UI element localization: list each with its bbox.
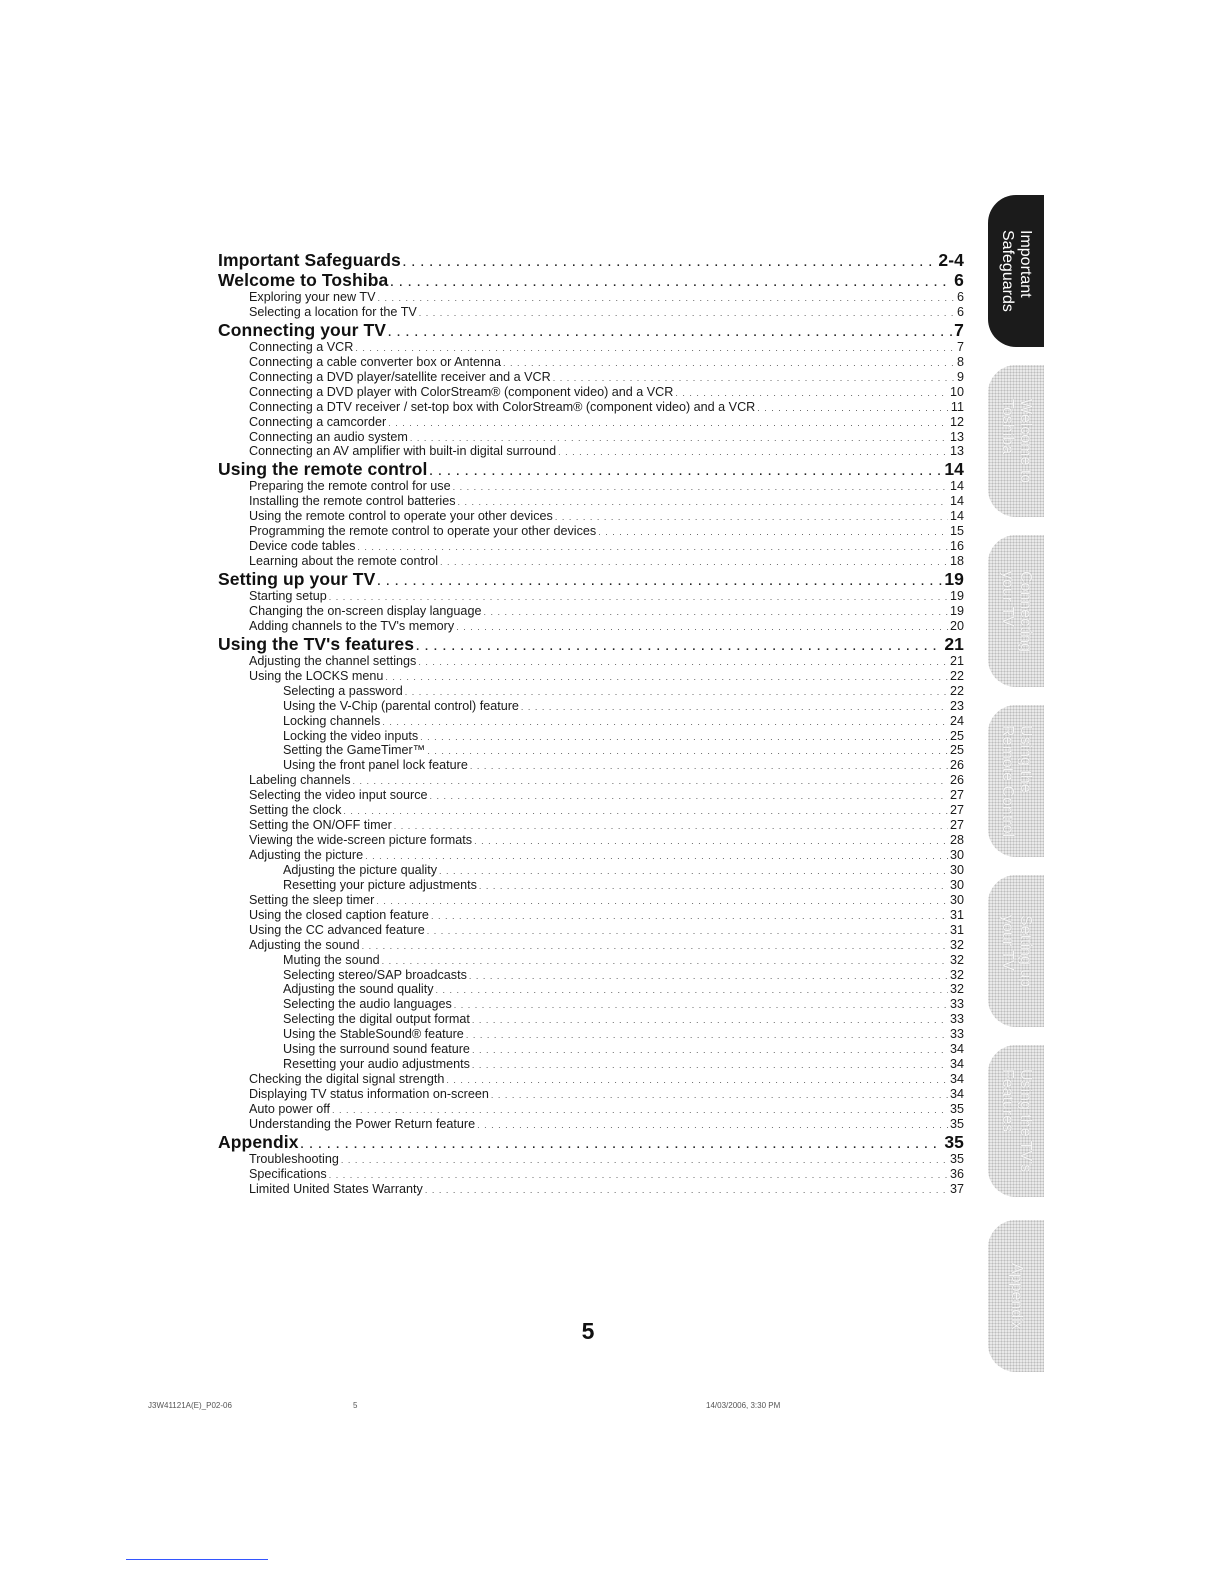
dot-leader — [355, 341, 955, 356]
dot-leader — [483, 605, 948, 620]
dot-leader — [343, 804, 948, 819]
dot-leader — [382, 715, 948, 730]
toc-entry-page: 14 — [944, 459, 964, 480]
toc-entry — [218, 729, 964, 744]
toc-entry — [218, 848, 964, 863]
toc-section-heading — [218, 250, 964, 270]
dot-leader — [446, 1073, 948, 1088]
toc-entry-title: Using the V-Chip (parental control) feature — [283, 698, 519, 713]
dot-leader — [757, 401, 949, 416]
dot-leader — [329, 1168, 948, 1183]
toc-entry-page: 30 — [949, 877, 964, 892]
toc-entry-title: Important Safeguards — [218, 250, 401, 270]
toc-entry-page: 19 — [949, 603, 964, 618]
toc-section-heading — [218, 634, 964, 654]
section-tab-label: Appendix — [1008, 1262, 1025, 1330]
toc-entry-title: Installing the remote control batteries — [249, 494, 456, 509]
toc-entry-title: Adjusting the picture — [249, 848, 364, 862]
toc-entry-title: Troubleshooting — [249, 1151, 339, 1166]
section-tab-label: Setting up your TV — [999, 914, 1034, 988]
dot-leader — [458, 495, 948, 510]
toc-entry-title: Viewing the wide-screen picture formats — [249, 833, 473, 848]
dot-leader — [472, 1013, 948, 1028]
toc-entry — [218, 684, 964, 699]
toc-entry — [218, 619, 964, 634]
toc-entry-page: 19 — [949, 589, 964, 603]
toc-entry-page: 34 — [949, 1072, 964, 1087]
toc-entry-title: Understanding the Power Return feature — [249, 1116, 476, 1131]
toc-entry-title: Connecting an audio system — [249, 429, 408, 444]
toc-entry — [218, 878, 964, 893]
toc-entry — [218, 290, 964, 305]
toc-entry — [218, 539, 964, 554]
toc-entry-title: Connecting a DVD player/satellite receiver and a VCR — [249, 369, 551, 384]
toc-entry-page: 6 — [956, 304, 964, 319]
dot-leader — [365, 849, 948, 864]
section-tab-label: Using the Remote Control — [999, 724, 1034, 838]
toc-entry-title: Checking the digital signal strength — [249, 1072, 445, 1087]
toc-entry-page: 14 — [949, 494, 964, 509]
toc-entry — [218, 1042, 964, 1057]
dot-leader — [420, 730, 948, 745]
footer-print-date: 14/03/2006, 3:30 PM — [706, 1401, 781, 1410]
toc-entry — [218, 524, 964, 539]
toc-entry — [218, 400, 964, 415]
toc-entry-page: 35 — [949, 1151, 964, 1166]
toc-entry-title: Using the remote control to operate your other devices — [249, 509, 553, 524]
dot-leader — [491, 1088, 948, 1103]
toc-entry-title: Connecting a DVD player with ColorStream® (component video) and a VCR — [249, 384, 674, 399]
toc-entry-page: 12 — [949, 414, 964, 429]
toc-entry-title: Using the StableSound® feature — [283, 1027, 464, 1042]
dot-leader — [332, 1103, 948, 1118]
toc-entry-page: 7 — [954, 319, 964, 340]
toc-entry — [218, 415, 964, 430]
dot-leader — [388, 416, 948, 431]
toc-entry-title: Setting the ON/OFF timer — [249, 818, 392, 833]
toc-entry — [218, 604, 964, 619]
toc-entry-page: 31 — [949, 907, 964, 922]
toc-entry — [218, 1117, 964, 1132]
toc-entry-page: 36 — [949, 1166, 964, 1181]
dot-leader — [403, 253, 937, 273]
toc-entry-title: Using the surround sound feature — [283, 1042, 470, 1057]
dot-leader — [382, 954, 948, 969]
toc-entry-title: Locking the video inputs — [283, 728, 419, 743]
toc-entry-page: 35 — [944, 1131, 964, 1152]
dot-leader — [430, 462, 943, 482]
section-tab-label: Connecting your TV — [999, 570, 1034, 652]
toc-entry — [218, 509, 964, 524]
toc-entry — [218, 699, 964, 714]
dot-leader — [329, 590, 948, 605]
toc-entry-page: 31 — [949, 922, 964, 937]
dot-leader — [558, 445, 948, 460]
toc-entry-title: Limited United States Warranty — [249, 1181, 423, 1196]
toc-entry-page: 32 — [949, 967, 964, 982]
page-number: 5 — [581, 1318, 595, 1344]
dot-leader — [377, 291, 955, 306]
toc-entry — [218, 654, 964, 669]
dot-leader — [503, 356, 955, 371]
section-tab-label: Important Safeguards — [999, 230, 1034, 312]
toc-entry — [218, 430, 964, 445]
dot-leader — [675, 386, 948, 401]
section-tab — [988, 1045, 1044, 1197]
toc-entry — [218, 355, 964, 370]
footer-page-number: 5 — [353, 1401, 358, 1410]
dot-leader — [469, 969, 948, 984]
dot-leader — [385, 670, 948, 685]
toc-entry-title: Connecting a camcorder — [249, 414, 387, 429]
dot-leader — [439, 864, 948, 879]
toc-entry-title: Resetting your audio adjustments — [283, 1057, 470, 1072]
toc-entry-page: 30 — [949, 848, 964, 862]
toc-entry-page: 20 — [949, 618, 964, 633]
toc-entry-title: Selecting a location for the TV — [249, 304, 417, 319]
toc-entry-title: Adjusting the channel settings — [249, 653, 417, 668]
dot-leader — [353, 774, 948, 789]
dot-leader — [377, 572, 942, 592]
toc-entry — [218, 908, 964, 923]
toc-entry — [218, 1102, 964, 1117]
toc-entry-title: Programming the remote control to operate your other devices — [249, 524, 597, 539]
toc-entry-page: 6 — [954, 270, 964, 290]
dot-leader — [598, 525, 948, 540]
toc-entry-title: Starting setup — [249, 589, 327, 603]
toc-section-heading — [218, 270, 964, 290]
dot-leader — [405, 685, 948, 700]
section-tab — [988, 1220, 1044, 1372]
toc-entry-page: 13 — [949, 444, 964, 459]
toc-entry-page: 35 — [949, 1101, 964, 1116]
dot-leader — [416, 637, 942, 657]
toc-entry-title: Muting the sound — [283, 952, 380, 967]
dot-leader — [430, 789, 948, 804]
dot-leader — [470, 759, 948, 774]
dot-leader — [436, 983, 948, 998]
toc-entry-page: 2-4 — [938, 250, 964, 270]
toc-entry-page: 10 — [949, 384, 964, 399]
toc-entry — [218, 953, 964, 968]
toc-entry-title: Resetting your picture adjustments — [283, 877, 477, 892]
toc-entry-page: 34 — [949, 1087, 964, 1101]
toc-entry-title: Labeling channels — [249, 773, 351, 788]
toc-entry-page: 33 — [949, 1027, 964, 1042]
toc-entry-page: 15 — [949, 524, 964, 539]
toc-entry-title: Auto power off — [249, 1101, 330, 1116]
dot-leader — [431, 909, 948, 924]
toc-entry-title: Specifications — [249, 1166, 327, 1181]
toc-entry-page: 16 — [949, 539, 964, 554]
section-tabs — [988, 195, 1044, 1375]
toc-entry-page: 34 — [949, 1042, 964, 1057]
toc-entry — [218, 1182, 964, 1197]
toc-entry-page: 8 — [956, 354, 964, 369]
section-tab — [988, 195, 1044, 347]
toc-entry-title: Adjusting the picture quality — [283, 862, 438, 877]
toc-entry-title: Connecting an AV amplifier with built-in digital surround — [249, 444, 557, 459]
toc-entry-title: Changing the on-screen display language — [249, 603, 482, 618]
toc-entry-title: Using the CC advanced feature — [249, 922, 425, 937]
dot-leader — [427, 744, 948, 759]
toc-entry-page: 7 — [956, 339, 964, 354]
toc-entry — [218, 818, 964, 833]
toc-entry — [218, 997, 964, 1012]
dot-leader — [454, 998, 948, 1013]
toc-entry-title: Adjusting the sound — [249, 937, 360, 952]
toc-entry-title: Adding channels to the TV's memory — [249, 618, 455, 633]
toc-entry-page: 6 — [956, 290, 964, 304]
toc-entry-title: Adjusting the sound quality — [283, 982, 434, 997]
toc-entry — [218, 669, 964, 684]
toc-entry — [218, 1027, 964, 1042]
toc-entry — [218, 340, 964, 355]
toc-entry — [218, 1087, 964, 1102]
toc-section-heading — [218, 459, 964, 479]
dot-leader — [376, 894, 948, 909]
toc-entry — [218, 444, 964, 459]
toc-entry-title: Using the TV's features — [218, 633, 415, 654]
toc-entry — [218, 479, 964, 494]
toc-entry-page: 30 — [949, 862, 964, 877]
toc-entry-page: 32 — [949, 937, 964, 952]
toc-entry-page: 14 — [949, 509, 964, 524]
toc-entry-title: Setting the clock — [249, 803, 342, 818]
toc-entry-page: 30 — [949, 892, 964, 907]
toc-entry-page: 33 — [949, 997, 964, 1012]
toc-entry-page: 24 — [949, 713, 964, 728]
toc-entry — [218, 982, 964, 997]
toc-entry-page: 13 — [949, 429, 964, 444]
toc-entry-page: 9 — [956, 369, 964, 384]
toc-entry-title: Connecting a DTV receiver / set-top box with ColorStream® (component video) and a VCR — [249, 399, 756, 414]
toc-entry — [218, 370, 964, 385]
toc-entry — [218, 554, 964, 569]
toc-entry-title: Learning about the remote control — [249, 554, 439, 569]
toc-entry-page: 25 — [949, 728, 964, 743]
section-tab — [988, 365, 1044, 517]
toc-entry — [218, 758, 964, 773]
dot-leader — [427, 924, 948, 939]
toc-entry-title: Preparing the remote control for use — [249, 479, 451, 494]
toc-entry — [218, 305, 964, 320]
toc-entry-page: 35 — [949, 1116, 964, 1131]
toc-entry-title: Exploring your new TV — [249, 290, 376, 304]
toc-entry — [218, 833, 964, 848]
section-tab — [988, 705, 1044, 857]
toc-entry-page: 26 — [949, 773, 964, 788]
dot-leader — [394, 819, 948, 834]
dot-leader — [410, 431, 948, 446]
dot-leader — [555, 510, 948, 525]
toc-entry — [218, 938, 964, 953]
toc-entry-page: 11 — [950, 399, 964, 414]
dot-leader — [466, 1028, 948, 1043]
dot-leader — [479, 879, 948, 894]
dot-leader — [362, 939, 948, 954]
toc-entry — [218, 893, 964, 908]
dot-leader — [553, 371, 955, 386]
toc-entry — [218, 773, 964, 788]
section-tab-label: Welcome to Toshiba — [999, 398, 1034, 484]
dot-leader — [472, 1058, 948, 1073]
dot-leader — [477, 1118, 948, 1133]
toc-entry-page: 21 — [949, 653, 964, 668]
table-of-contents — [218, 250, 964, 1197]
toc-entry — [218, 714, 964, 729]
toc-entry-page: 14 — [949, 479, 964, 494]
dot-leader — [419, 306, 955, 321]
toc-entry-title: Appendix — [218, 1131, 299, 1152]
toc-section-heading — [218, 1132, 964, 1152]
toc-entry — [218, 803, 964, 818]
dot-leader — [357, 540, 948, 555]
toc-section-heading — [218, 320, 964, 340]
bottom-rule — [126, 1559, 268, 1560]
toc-entry-title: Welcome to Toshiba — [218, 270, 389, 290]
dot-leader — [521, 700, 948, 715]
toc-entry-page: 34 — [949, 1057, 964, 1072]
toc-entry-page: 21 — [944, 633, 964, 654]
toc-entry-page: 28 — [949, 833, 964, 848]
toc-entry-page: 25 — [949, 743, 964, 758]
toc-entry-title: Locking channels — [283, 713, 381, 728]
toc-entry-title: Selecting stereo/SAP broadcasts — [283, 967, 467, 982]
toc-entry-title: Setting the sleep timer — [249, 892, 375, 907]
toc-entry-title: Setting up your TV — [218, 569, 376, 589]
toc-entry — [218, 589, 964, 604]
toc-entry — [218, 1057, 964, 1072]
toc-entry — [218, 1072, 964, 1087]
toc-entry-page: 33 — [949, 1012, 964, 1027]
footer-document-code: J3W41121A(E)_P02-06 — [148, 1401, 232, 1410]
toc-entry — [218, 788, 964, 803]
toc-entry — [218, 923, 964, 938]
toc-entry-page: 23 — [949, 698, 964, 713]
toc-entry — [218, 863, 964, 878]
toc-entry-title: Connecting your TV — [218, 319, 387, 340]
dot-leader — [456, 620, 948, 635]
toc-entry-page: 27 — [949, 803, 964, 818]
toc-entry-page: 22 — [949, 668, 964, 683]
dot-leader — [474, 834, 948, 849]
section-tab-label: Using the TV's Features — [999, 1069, 1034, 1173]
dot-leader — [472, 1043, 948, 1058]
toc-entry — [218, 385, 964, 400]
dot-leader — [390, 273, 952, 293]
toc-entry-title: Setting the GameTimer™ — [283, 743, 426, 758]
toc-entry-title: Using the LOCKS menu — [249, 668, 384, 683]
toc-entry-page: 18 — [949, 554, 964, 569]
toc-entry-title: Device code tables — [249, 539, 356, 554]
toc-entry-title: Selecting the digital output format — [283, 1012, 470, 1027]
toc-entry-title: Using the remote control — [218, 459, 428, 480]
toc-entry-page: 32 — [949, 982, 964, 997]
toc-entry-title: Connecting a VCR — [249, 339, 354, 354]
toc-entry-page: 27 — [949, 818, 964, 833]
dot-leader — [388, 323, 952, 343]
toc-entry-title: Connecting a cable converter box or Antenna — [249, 354, 502, 369]
dot-leader — [418, 655, 948, 670]
toc-entry-title: Using the front panel lock feature — [283, 758, 468, 773]
toc-entry-page: 32 — [949, 952, 964, 967]
toc-entry-page: 27 — [949, 788, 964, 803]
toc-section-heading — [218, 569, 964, 589]
dot-leader — [440, 555, 948, 570]
toc-entry-title: Using the closed caption feature — [249, 907, 429, 922]
dot-leader — [425, 1183, 948, 1198]
section-tab — [988, 535, 1044, 687]
toc-entry — [218, 743, 964, 758]
toc-entry — [218, 1012, 964, 1027]
toc-entry-page: 37 — [949, 1181, 964, 1196]
dot-leader — [453, 480, 948, 495]
toc-entry-title: Selecting the video input source — [249, 788, 428, 803]
dot-leader — [301, 1135, 943, 1155]
dot-leader — [341, 1153, 948, 1168]
toc-entry — [218, 1167, 964, 1182]
toc-entry-page: 26 — [949, 758, 964, 773]
toc-entry-page: 19 — [944, 569, 964, 589]
toc-entry — [218, 1152, 964, 1167]
toc-entry-page: 22 — [949, 683, 964, 698]
toc-entry — [218, 494, 964, 509]
toc-entry — [218, 968, 964, 983]
section-tab — [988, 875, 1044, 1027]
toc-entry-title: Displaying TV status information on-screen — [249, 1087, 489, 1101]
toc-entry-title: Selecting a password — [283, 683, 403, 698]
toc-entry-title: Selecting the audio languages — [283, 997, 452, 1012]
